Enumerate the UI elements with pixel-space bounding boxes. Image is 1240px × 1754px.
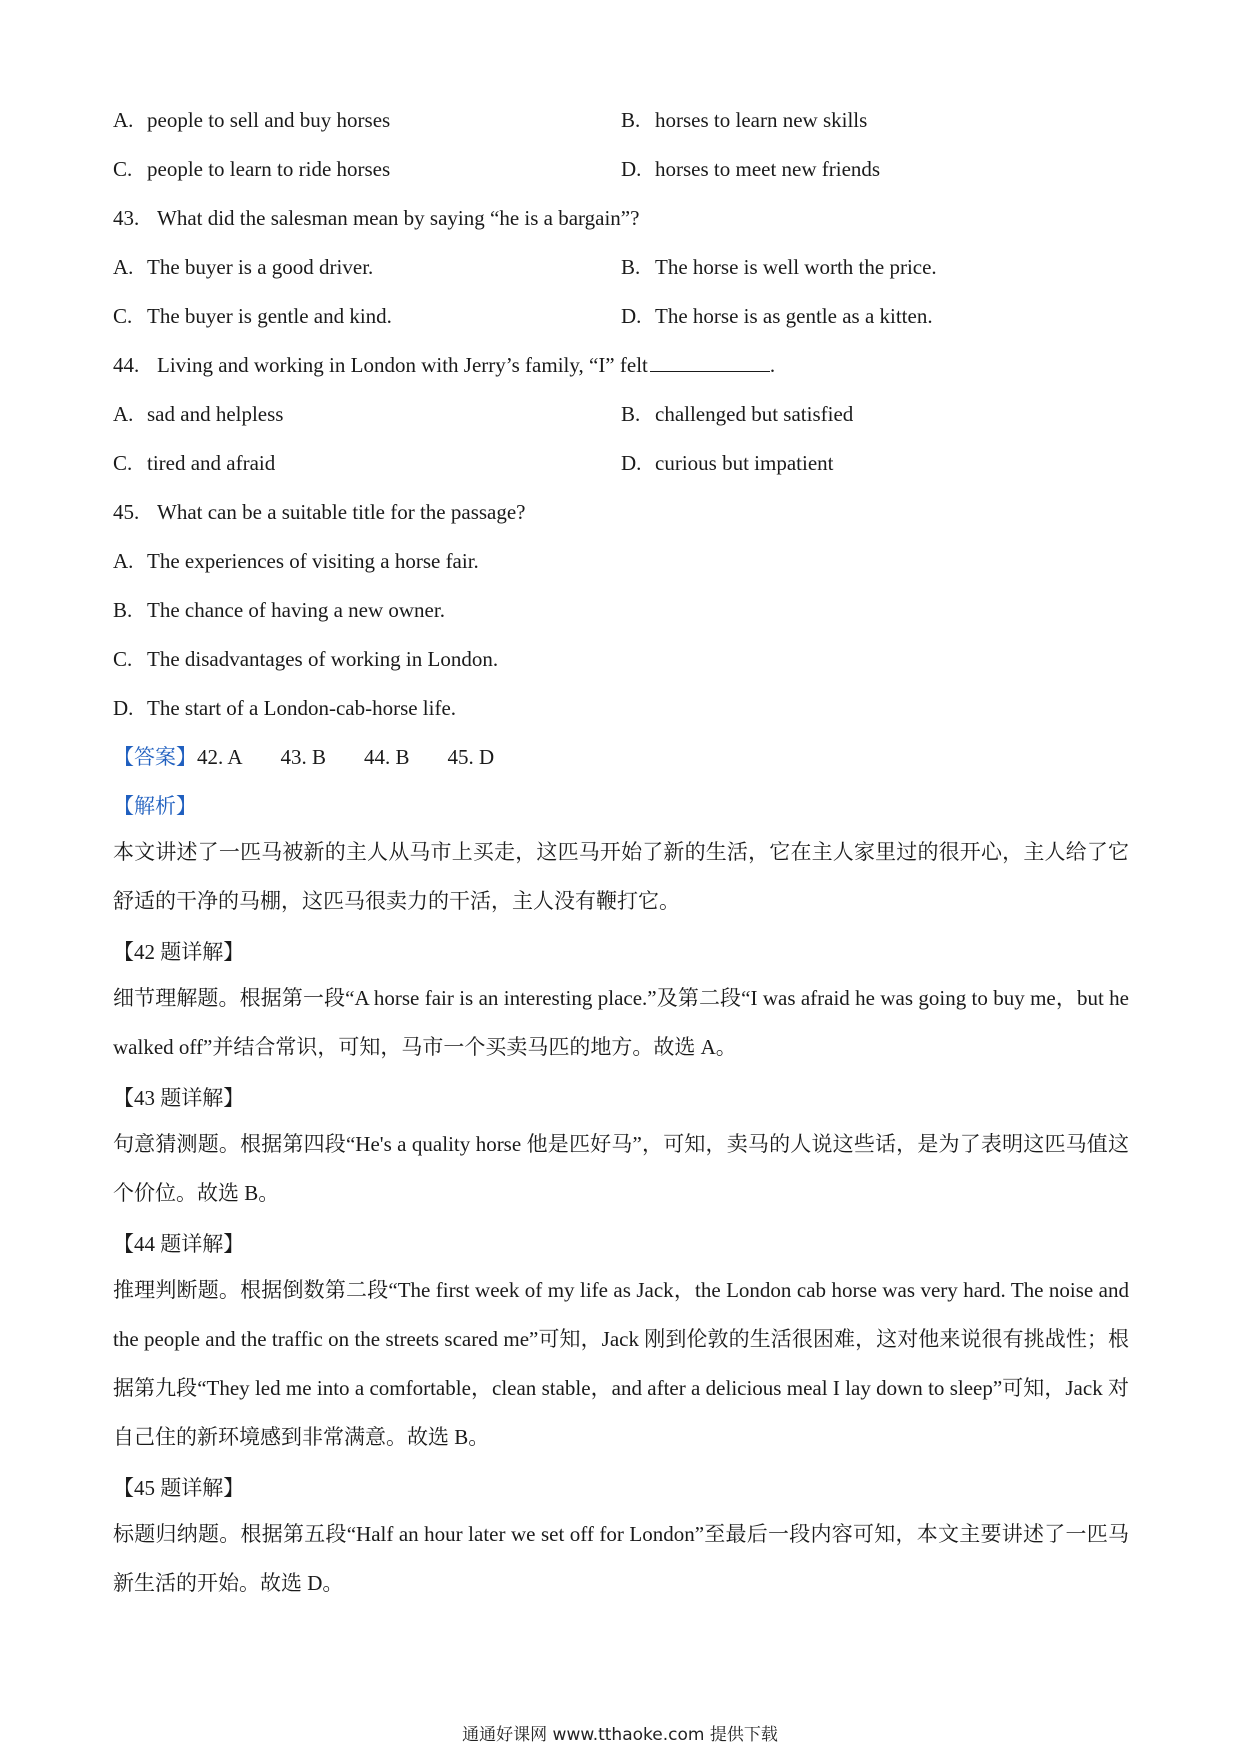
answer-tag: 【答案】 bbox=[113, 745, 197, 769]
option-letter: A. bbox=[113, 402, 134, 426]
q42-options-row-1 bbox=[113, 100, 1133, 140]
q43-option-c bbox=[113, 296, 392, 336]
option-letter: A. bbox=[113, 108, 134, 132]
q45-stem bbox=[113, 492, 1133, 532]
option-text: tired and afraid bbox=[147, 451, 276, 475]
question-text: Living and working in London with Jerry’s family, “I” felt bbox=[157, 353, 648, 377]
q42-option-a bbox=[113, 100, 390, 140]
q43-options-row-1 bbox=[113, 247, 1133, 287]
question-end: . bbox=[769, 353, 776, 377]
q45-option-d bbox=[113, 688, 1133, 728]
answer-blank bbox=[650, 345, 770, 372]
option-text: sad and helpless bbox=[147, 402, 284, 426]
detail-42-text: 细节理解题。根据第一段“A horse fair is an interesting place.”及第二段“I was afraid he was going to buy me，but he walked off”并结合常识，可知，马市一个买卖马匹的地方。故选 A。 bbox=[113, 986, 1129, 1059]
option-text: challenged but satisfied bbox=[655, 402, 854, 426]
option-text: curious but impatient bbox=[655, 451, 834, 475]
option-text: horses to learn new skills bbox=[655, 108, 868, 132]
option-text: The buyer is gentle and kind. bbox=[147, 304, 392, 328]
detail-43-text: 句意猜测题。根据第四段“He's a quality horse 他是匹好马”，可知，卖马的人说这些话，是为了表明这匹马值这个价位。故选 B。 bbox=[113, 1132, 1129, 1205]
answer-line bbox=[113, 737, 1133, 777]
answer-item: 42. A bbox=[197, 745, 243, 769]
q43-option-a bbox=[113, 247, 373, 287]
option-letter: C. bbox=[113, 451, 133, 475]
option-letter: B. bbox=[621, 108, 641, 132]
q42-option-c bbox=[113, 149, 390, 189]
option-text: The disadvantages of working in London. bbox=[147, 647, 499, 671]
q44-option-b bbox=[621, 394, 853, 434]
analysis-tag: 【解析】 bbox=[113, 794, 197, 818]
option-text: people to sell and buy horses bbox=[147, 108, 391, 132]
answer-item: 44. B bbox=[364, 745, 410, 769]
q42-option-b bbox=[621, 100, 867, 140]
q43-stem bbox=[113, 198, 1133, 238]
q42-option-d bbox=[621, 149, 880, 189]
option-letter: D. bbox=[621, 451, 642, 475]
option-text: horses to meet new friends bbox=[655, 157, 881, 181]
page-footer: 通通好课网 www.tthaoke.com 提供下载 bbox=[462, 1725, 778, 1745]
detail-44-heading: 【44 题详解】 bbox=[113, 1232, 245, 1256]
question-number: 44. bbox=[113, 353, 140, 377]
question-text: What did the salesman mean by saying “he is a bargain”? bbox=[157, 206, 640, 230]
option-text: The start of a London-cab-horse life. bbox=[147, 696, 457, 720]
option-letter: C. bbox=[113, 157, 133, 181]
option-letter: B. bbox=[621, 402, 641, 426]
option-letter: D. bbox=[621, 157, 642, 181]
q45-option-a bbox=[113, 541, 1133, 581]
option-letter: B. bbox=[113, 598, 133, 622]
detail-45-text: 标题归纳题。根据第五段“Half an hour later we set off for London”至最后一段内容可知，本文主要讲述了一匹马新生活的开始。故选 D。 bbox=[113, 1522, 1129, 1595]
option-text: The chance of having a new owner. bbox=[147, 598, 445, 622]
option-letter: C. bbox=[113, 304, 133, 328]
option-text: people to learn to ride horses bbox=[147, 157, 391, 181]
answer-item: 43. B bbox=[280, 745, 327, 769]
option-letter: D. bbox=[621, 304, 642, 328]
analysis-summary: 本文讲述了一匹马被新的主人从马市上买走，这匹马开始了新的生活，它在主人家里过的很开心，主人给了它舒适的干净的马棚，这匹马很卖力的干活，主人没有鞭打它。 bbox=[113, 840, 1129, 913]
detail-42-heading: 【42 题详解】 bbox=[113, 940, 245, 964]
q44-option-d bbox=[621, 443, 833, 483]
option-text: The horse is as gentle as a kitten. bbox=[655, 304, 933, 328]
q43-option-b bbox=[621, 247, 937, 287]
option-text: The experiences of visiting a horse fair. bbox=[147, 549, 479, 573]
q44-option-c bbox=[113, 443, 275, 483]
q44-options-row-1 bbox=[113, 394, 1133, 434]
q45-option-b bbox=[113, 590, 1133, 630]
question-number: 43. bbox=[113, 206, 140, 230]
q44-stem bbox=[113, 345, 1133, 385]
q42-options-row-2 bbox=[113, 149, 1133, 189]
answer-item: 45. D bbox=[447, 745, 495, 769]
option-letter: B. bbox=[621, 255, 641, 279]
option-letter: C. bbox=[113, 647, 133, 671]
option-letter: A. bbox=[113, 549, 134, 573]
q44-options-row-2 bbox=[113, 443, 1133, 483]
detail-44-text: 推理判断题。根据倒数第二段“The first week of my life as Jack，the London cab horse was very hard. The noise and the people and the traffic on the streets scared me”可知，Jack 刚到伦敦的生活很困难，这对他来说很有挑战性；根据第九段“They led me into a comfortable，clean stable，and after a delicious meal I lay down to sleep”可知，Jack 对自己住的新环境感到非常满意。故选 B。 bbox=[113, 1278, 1129, 1449]
option-text: The horse is well worth the price. bbox=[655, 255, 937, 279]
option-text: The buyer is a good driver. bbox=[147, 255, 374, 279]
question-text: What can be a suitable title for the passage? bbox=[157, 500, 526, 524]
option-letter: D. bbox=[113, 696, 134, 720]
q45-option-c bbox=[113, 639, 1133, 679]
q43-options-row-2 bbox=[113, 296, 1133, 336]
q44-option-a bbox=[113, 394, 283, 434]
detail-43-heading: 【43 题详解】 bbox=[113, 1086, 245, 1110]
detail-45-heading: 【45 题详解】 bbox=[113, 1476, 245, 1500]
q43-option-d bbox=[621, 296, 933, 336]
option-letter: A. bbox=[113, 255, 134, 279]
question-number: 45. bbox=[113, 500, 140, 524]
